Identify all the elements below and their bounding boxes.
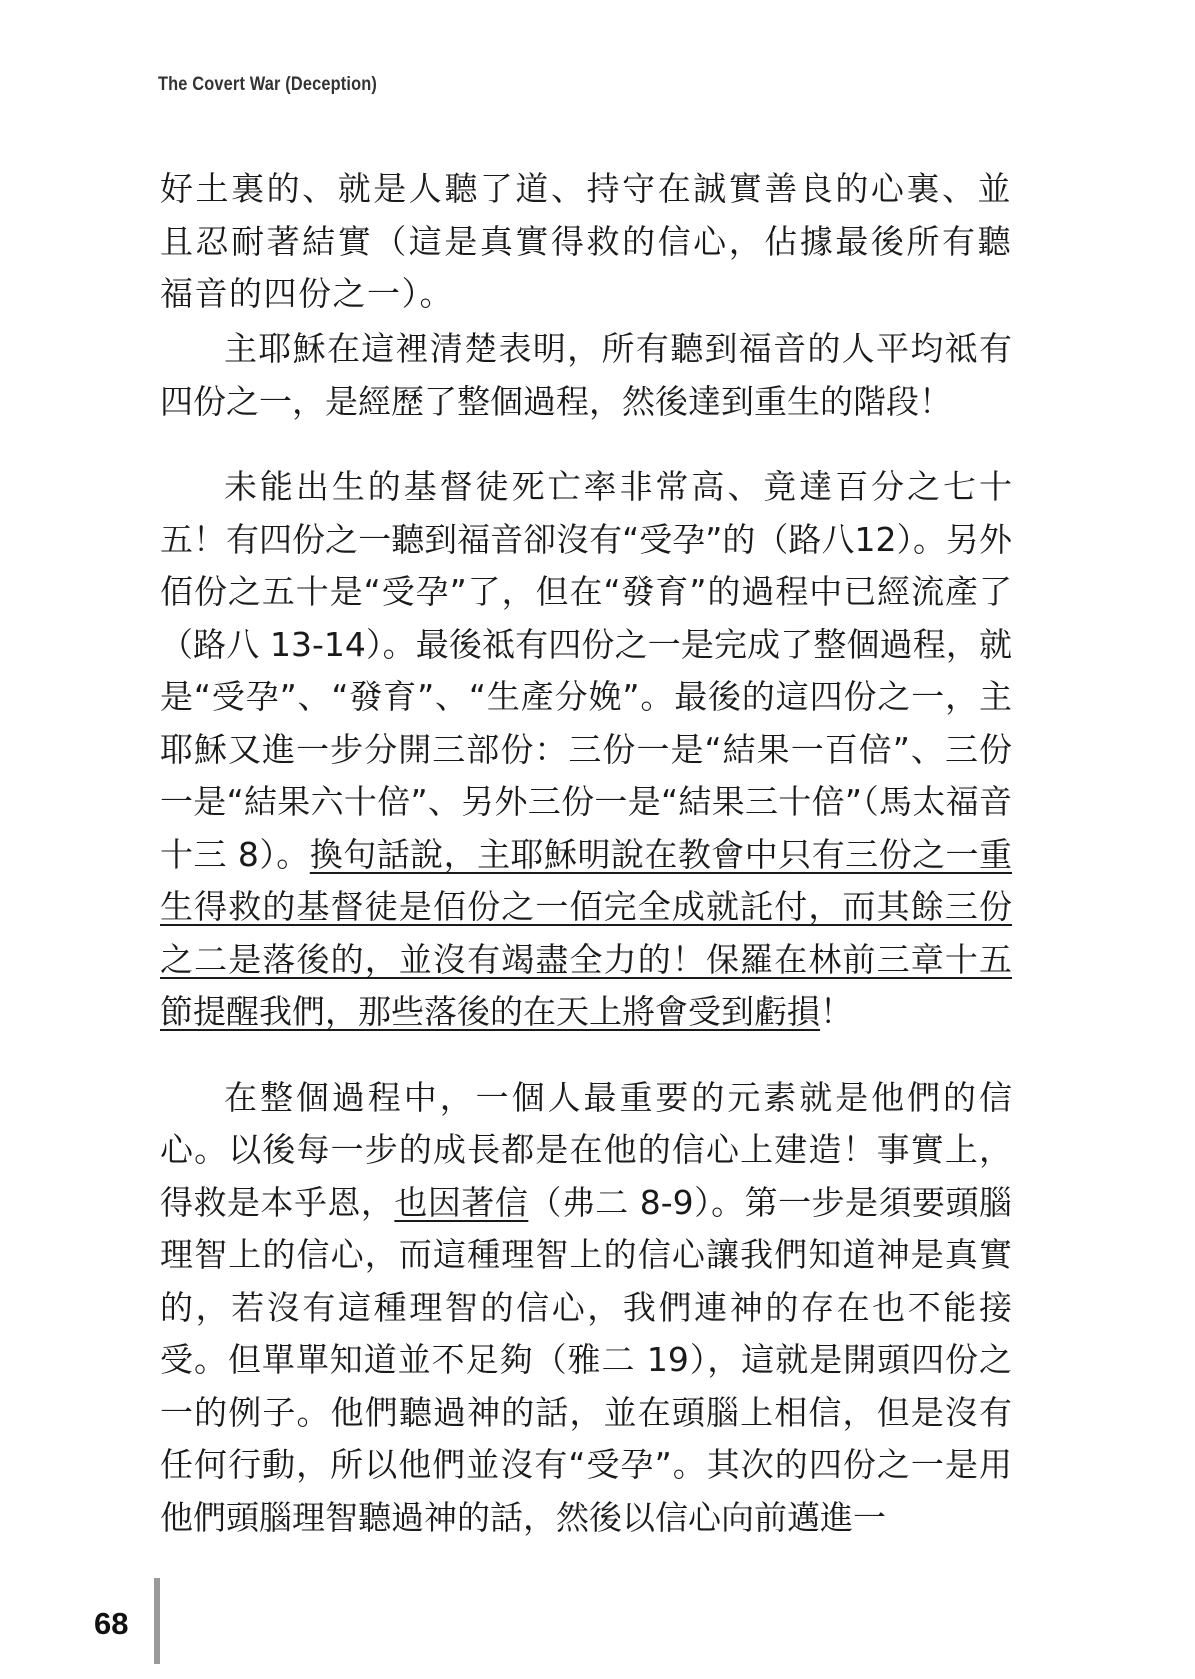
- paragraph-3-end: ！: [820, 992, 853, 1031]
- paragraph-3: [160, 461, 1012, 1039]
- scripture-quote: 好土裏的、就是人聽了道、持守在誠實善良的心裏、並且忍耐著結實（這是真實得救的信心，佔據最後所有聽福音的四份之一）。: [160, 169, 1012, 313]
- paragraph-2: 主耶穌在這裡清楚表明，所有聽到福音的人平均祗有四份之一，是經歷了整個過程，然後達到重生的階段！: [160, 329, 1012, 421]
- main-body: [160, 323, 1012, 1544]
- page-number-divider: [154, 1578, 160, 1664]
- page-number: 68: [94, 1606, 129, 1641]
- paragraph-4-underlined: 也因著信: [394, 1182, 529, 1222]
- paragraph-4-text: 在整個過程中，一個人最重要的元素就是他們的信心。以後每一步的成長都是在他的信心上建造！事實上，得救是本乎恩，: [160, 1077, 1012, 1222]
- paragraph-3-text: 未能出生的基督徒死亡率非常高、竟達百分之七十五！有四份之一聽到福音卻沒有“受孕”的（路八12）。另外佰份之五十是“受孕”了，但在“發育”的過程中已經流產了（路八 13-14）。最後祗有四份之一是完成了整個過程，就是“受孕”、“發育”、“生產分娩”。最後的這四份之一，主耶穌又進一步分開三部份：三份一是“結果一百倍”、三份一是“結果六十倍”、另外三份一是“結果三十倍”（馬太福音十三 8）。: [160, 467, 1012, 874]
- paragraph-4-rest: （弗二 8-9）。第一步是須要頭腦理智上的信心，而這種理智上的信心讓我們知道神是真實的，若沒有這種理智的信心，我們連神的存在也不能接受。但單單知道並不足夠（雅二 19），這就是開頭四份之一的例子。他們聽過神的話，並在頭腦上相信，但是沒有任何行動，所以他們並沒有“受孕”。其次的四份之一是用他們頭腦理智聽過神的話，然後以信心向前邁進一: [160, 1182, 1012, 1537]
- paragraph-4: [160, 1072, 1012, 1545]
- scripture-quote-block: [160, 163, 1012, 321]
- running-header: The Covert War (Deception): [158, 74, 378, 95]
- paragraph-3-underlined: 換句話說，主耶穌明說在教會中只有三份之一重生得救的基督徒是佰份之一佰完全成就託付，而其餘三份之二是落後的，並沒有竭盡全力的！保羅在林前三章十五節提醒我們，那些落後的在天上將會受到虧損: [160, 834, 1012, 1031]
